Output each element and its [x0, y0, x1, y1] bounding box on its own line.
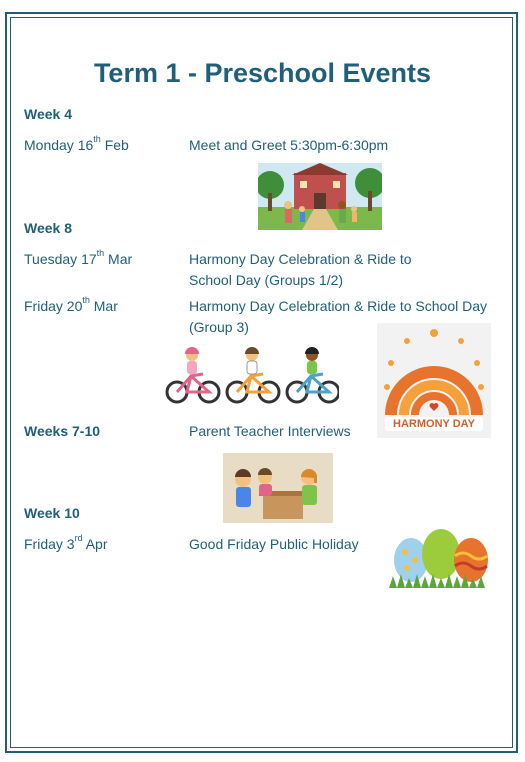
date-suffix: th — [93, 134, 101, 144]
event-month: Mar — [108, 251, 133, 267]
easter-eggs-illustration — [387, 526, 493, 588]
date-suffix: th — [82, 295, 90, 305]
event-description-line: (Group 3) — [189, 319, 249, 335]
event-day: Friday 3 — [24, 536, 75, 552]
week-heading: Weeks 7-10 — [24, 423, 101, 439]
date-suffix: rd — [74, 533, 83, 543]
event-month: Mar — [93, 298, 118, 314]
event-description-line: Harmony Day Celebration & Ride to School Day — [189, 298, 488, 314]
parent-teacher-meeting-illustration — [223, 453, 333, 523]
event-description: Meet and Greet 5:30pm-6:30pm — [189, 137, 389, 153]
event-description: Parent Teacher Interviews — [189, 423, 351, 439]
week-heading: Week 10 — [24, 505, 80, 521]
event-description: Good Friday Public Holiday — [189, 536, 359, 552]
event-description-line: Harmony Day Celebration & Ride to — [189, 251, 412, 267]
event-day: Monday 16 — [24, 137, 94, 153]
event-day: Tuesday 17 — [24, 251, 97, 267]
event-description-line: School Day (Groups 1/2) — [189, 272, 344, 288]
page-title: Term 1 - Preschool Events — [93, 58, 432, 88]
event-date — [24, 534, 108, 555]
week-heading: Week 8 — [24, 220, 72, 236]
event-date — [24, 296, 118, 317]
date-suffix: th — [96, 248, 105, 258]
event-day: Friday 20 — [24, 298, 83, 314]
school-families-illustration — [258, 163, 382, 230]
event-month: Apr — [85, 536, 108, 552]
event-month: Feb — [104, 137, 129, 153]
harmony-day-badge-text: HARMONY DAY — [393, 418, 475, 430]
event-description — [189, 249, 412, 291]
event-date — [24, 249, 132, 270]
week-heading: Week 4 — [24, 106, 72, 122]
children-riding-bikes-illustration — [165, 346, 339, 406]
event-date — [24, 135, 129, 156]
